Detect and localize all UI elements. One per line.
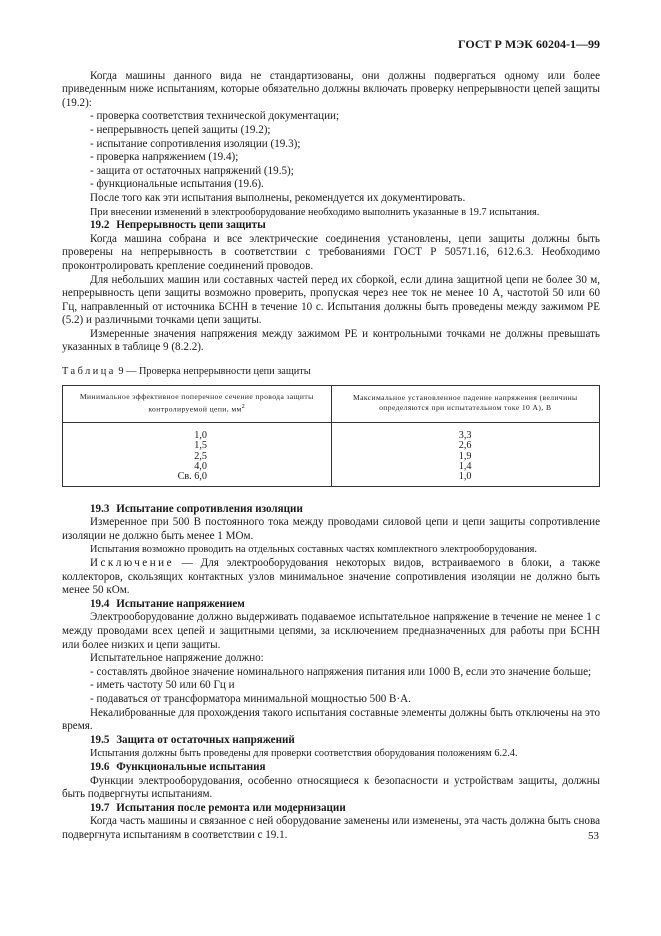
list-item: - защита от остаточных напряжений (19.5); (90, 165, 600, 179)
table-cell: 2,6 (458, 440, 472, 452)
table-cell: 1,0 (194, 430, 207, 442)
paragraph: Испытания должны быть проведены для проверки соответствия оборудования положениям 6.2.4. (90, 748, 518, 760)
section-number: 19.3 (90, 502, 110, 515)
paragraph: Функции электрооборудования, особенно относящиеся к безопасности и устройствам защиты, должны быть подвергнуты испытаниям. (62, 774, 600, 801)
paragraph: Когда часть машины и связанное с ней оборудование заменены или изменены, эта часть должна быть снова подвергнута испытаниям в соответствии с 19.1. (62, 815, 600, 841)
list-item: - проверка соответствия технической документации; (90, 110, 600, 124)
table-header-cross-section: Минимальное эффективное поперечное сечение провода защиты контролируемой цепи, $мм^2$ (63, 385, 332, 423)
table-column-voltage-drop (331, 423, 600, 486)
section-number: 19.4 (90, 597, 110, 610)
table-caption (62, 365, 600, 379)
table-label: Таблица (62, 366, 116, 378)
section-heading-19-5 (62, 734, 600, 748)
table-header-voltage-drop: Максимальное установленное падение напряжения (величины определяются при испытательном токе 10 А), В (331, 385, 600, 423)
section-heading-19-4 (62, 598, 600, 612)
table-title: 9 — Проверка непрерывности цепи защиты (118, 366, 311, 378)
section-number: 19.7 (90, 801, 110, 814)
table-cell: 3,3 (458, 430, 472, 442)
table-cell: Св. 6,0 (177, 471, 207, 483)
exception-text: — Для электрооборудования некоторых видов, встраиваемого в блоки, а также коллекторов, скользящих контактных узлов минимальное значение сопротивления изоляции не должно быть менее 50 кОм. (62, 557, 600, 597)
section-title: Функциональные испытания (116, 760, 266, 773)
section-title: Испытание напряжением (116, 597, 245, 610)
table-cell: 1,4 (458, 461, 472, 473)
paragraph: Испытательное напряжение должно: (90, 652, 264, 665)
list-item: - непрерывность цепей защиты (19.2); (90, 124, 600, 138)
voltage-requirements-list (62, 666, 600, 707)
paragraph: После того как эти испытания выполнены, рекомендуется их документировать. (90, 191, 466, 204)
section-title: Испытание сопротивления изоляции (116, 502, 303, 515)
section-number: 19.6 (90, 760, 110, 773)
section-title: Испытания после ремонта или модернизации (116, 801, 346, 814)
list-item: - составлять двойное значение номинального напряжения питания или 1000 В, если это значение больше; (90, 666, 600, 680)
section-heading-19-6 (62, 761, 600, 775)
section-number: 19.2 (90, 219, 110, 232)
table-9 (62, 385, 600, 487)
list-item: - подаваться от трансформатора минимальной мощностью 500 В·А. (90, 693, 600, 707)
intro-paragraph: Когда машины данного вида не стандартизованы, они должны подвергаться одному или более приведенным ниже испытаниям, которые обязательно должны включать проверку непрерывности цепей защиты (19.2): (62, 69, 600, 109)
paragraph: Электрооборудование должно выдерживать подаваемое испытательное напряжение в течение не менее 1 с между проводами всех цепей и защитными цепями, за исключением предназначенных для работы при БСНН или более низких и цепи защиты. (62, 611, 600, 651)
paragraph: Для небольших машин или составных частей перед их сборкой, если длина защитной цепи не более 30 м, непрерывность цепи защиты возможно проверить, пропуская через нее ток не менее 10 А, частотой 50 или 60 Гц, направленный от источника БСНН в течение 10 с. Испытания должны быть проведены между зажимом PE (5.2) и различными точками цепи защиты. (62, 273, 600, 327)
page-number: 53 (588, 830, 599, 842)
paragraph: Испытания возможно проводить на отдельных составных частях комплектного электрооборудования. (90, 544, 537, 556)
paragraph: Измеренные значения напряжения между зажимом PE и контрольными точками не должны превышать указанных в таблице 9 (8.2.2). (62, 327, 600, 354)
document-page (62, 38, 600, 843)
table-cell: 1,0 (458, 471, 472, 483)
table-cell: 2,5 (194, 450, 207, 462)
test-list (62, 110, 600, 192)
list-item: - иметь частоту 50 или 60 Гц и (90, 679, 600, 693)
exception-paragraph (62, 557, 600, 598)
exception-label: Исключение (90, 557, 175, 570)
paragraph: При внесении изменений в электрооборудование необходимо выполнить указанные в 19.7 испытания. (90, 206, 540, 218)
section-title: Непрерывность цепи защиты (116, 219, 266, 232)
section-heading-19-3 (62, 503, 600, 517)
table-cell: 4,0 (194, 461, 207, 473)
table-cell: 1,5 (194, 440, 207, 452)
paragraph: Измеренное при 500 В постоянного тока между проводами силовой цепи и цепи защиты сопротивление изоляции не должно быть менее 1 МОм. (62, 516, 600, 542)
list-item: - проверка напряжением (19.4); (90, 151, 600, 165)
paragraph: Когда машина собрана и все электрические соединения установлены, цепи защиты должны быть проверены на непрерывность в соответствии с требованиями ГОСТ Р 50571.16, 612.6.3. Необходимо проконтролировать крепление соединений проводов. (62, 232, 600, 272)
table-column-cross-section (63, 423, 332, 486)
list-item: - функциональные испытания (19.6). (90, 178, 600, 192)
paragraph: Некалиброванные для прохождения такого испытания составные элементы должны быть отключены на это время. (62, 706, 600, 733)
section-number: 19.5 (90, 733, 110, 746)
list-item: - испытание сопротивления изоляции (19.3); (90, 138, 600, 152)
table-cell: 1,9 (458, 450, 472, 462)
document-code-header: ГОСТ Р МЭК 60204-1—99 (458, 37, 600, 51)
section-heading-19-7 (62, 802, 600, 816)
section-title: Защита от остаточных напряжений (116, 733, 295, 746)
section-heading-19-2 (62, 219, 600, 233)
